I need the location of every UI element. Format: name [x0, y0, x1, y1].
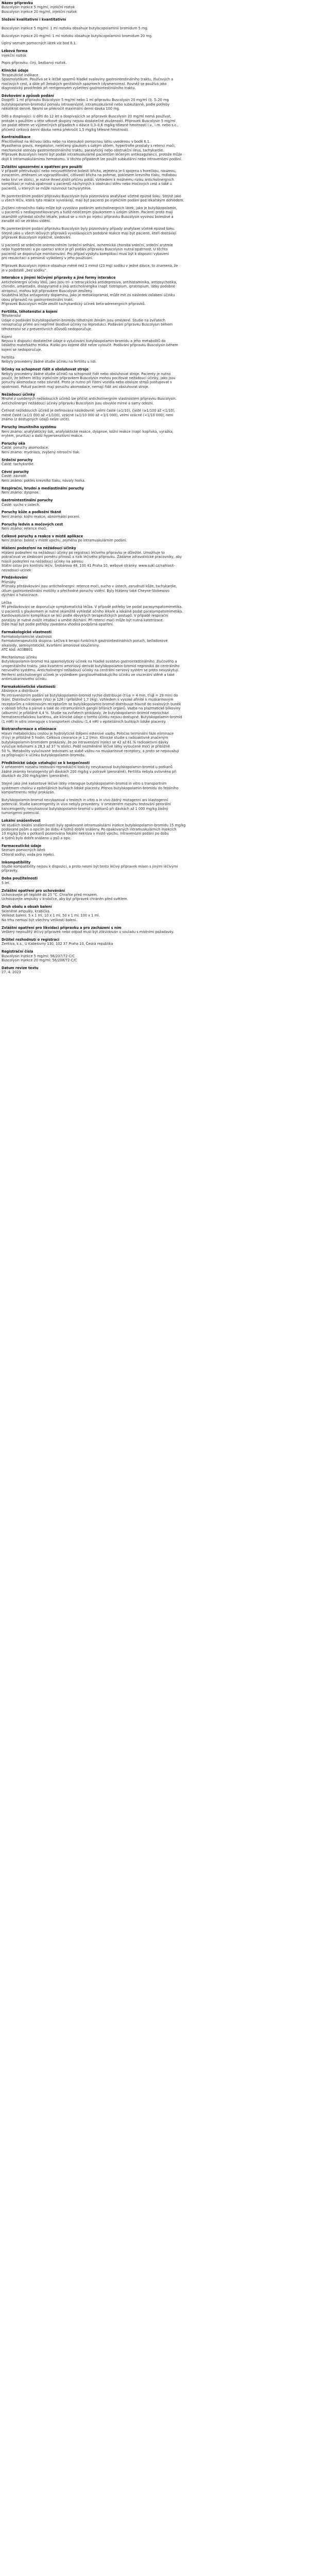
text-line: antimuskarinového účinku. [2, 677, 48, 682]
section-block [2, 534, 304, 543]
text-line: Časté: poruchy akomodace. [2, 446, 49, 450]
text-line: kojení se nedoporučuje. [2, 347, 42, 352]
text-line: Časté: tachykardie. [2, 462, 35, 467]
text-line: nebo krví ve stolici, je nutné ihned zjistit příčinu potíží. Vzhledem k možnému riziku anticholinergních [2, 177, 174, 182]
section-block [2, 844, 304, 857]
text-line: Absorpce a distribuce [2, 689, 39, 693]
text-line: Myasthenia gravis, megakolon, neléčený glaukom s úzkým úhlem, hypertrofie prostaty s retencí moči, [2, 144, 176, 148]
section-heading: Hlášení podezření na nežádoucí účinky [2, 546, 76, 551]
text-line: Zvýšení nitroočního tlaku může být vyvoláno podáním anticholinergních látek, jako je butylskopolamin, [2, 206, 177, 210]
text-line: Dále mají být podle potřeby zavedena vhodná podpůrná opatření. [2, 622, 114, 627]
section-block [2, 94, 304, 111]
text-line: Četnost nežádoucích účinků je definována následovně: velmi časté (≥1/10), časté (≥1/100 až <1/10), [2, 409, 176, 413]
section-block [2, 425, 304, 438]
section-block [2, 41, 304, 45]
section-block [2, 34, 304, 38]
text-line: nenaznačují přímé ani nepřímé škodlivé účinky na reprodukci. Podávání přípravku Buscolysin během [2, 323, 173, 327]
text-line: pacientů, u kterých se může rozvinout tachyarytmie. [2, 186, 92, 191]
text-line: je v podstatě „bez sodíku“. [2, 268, 48, 273]
section-heading: Celkové poruchy a reakce v místě aplikace [2, 534, 83, 538]
text-line: Není známo: anafylaktický šok, anafylaktické reakce, dyspnoe, kožní reakce (např. kopřivka, vyrážka, [2, 429, 174, 434]
text-line: Nejsou k dispozici dostatečné údaje o vylučování butylskopolamin-bromidu a jeho metabolitů do [2, 339, 166, 344]
text-line: Státní ústav pro kontrolu léčiv, Šrobárova 48, 100 41 Praha 10, webové stránky: www.sukl.cz/nahlasit- [2, 564, 175, 568]
text-line: Nebyly provedeny žádné studie účinků na schopnost řídit nebo obsluhovat stroje. Pacienty je nutno [2, 371, 171, 376]
section-block [2, 727, 304, 757]
text-line: Studie kompatibility nejsou k dispozici, a proto nesmí být tento léčivý přípravek mísen s jinými léčivými [2, 864, 178, 869]
text-line: nebo hypertenze) a po operaci srdce je při podání přípravku Buscolysin nutná opatrnost. U těchto [2, 247, 168, 252]
text-line: několikrát denně. Nesmí se překročit maximální denní dávka 100 mg. [2, 107, 120, 111]
text-line: Veškerý nepoužitý léčivý přípravek nebo odpad musí být zlikvidován v souladu s místními požadavky. [2, 929, 174, 934]
section-block [2, 546, 304, 572]
section-heading: Datum revize textu [2, 965, 39, 970]
text-line: Léčba [2, 601, 12, 605]
text-line: Při předávkování se doporučuje symptomatická léčba. V případě potřeby lze podat parasympatomimetika. [2, 605, 183, 609]
text-line: Uchovávejte při teplotě do 25 °C. Chraňte před mrazem. [2, 893, 98, 897]
text-line: zvracením, změnami ve vyprazdňování, citlivostí břicha na pohmat, poklesem krevního tlaku, mdlobou [2, 173, 177, 178]
section-heading: Fertilita, těhotenství a kojení [2, 309, 58, 314]
section-heading: Účinky na schopnost řídit a obsluhovat stroje [2, 367, 89, 372]
text-line: komplikací je nutná opatrnost u pacientů náchylných k obstrukci střev nebo močových cest a také u [2, 182, 172, 187]
text-line: Ve studiích lokální snášenlivosti byly opakované intramuskulární injekce butylskopolamin-bromidu 15 mg/kg [2, 823, 186, 827]
document-body [0, 0, 309, 975]
text-line: Příznaky předávkování jsou anticholinergní: retence moči, sucho v ústech, zarudnutí kůže, tachykardie, [2, 584, 177, 589]
text-line: Buscolysin Injekce 5 mg/ml: 1 ml roztoku obsahuje butylscopolaminii bromidum 5 mg. [2, 26, 148, 30]
section-heading: Inkompatibility [2, 860, 31, 865]
text-line: Injekční roztok [2, 53, 27, 58]
section-heading: Zvláštní opatření pro uchovávání [2, 888, 65, 893]
text-line: kompartmentu nebyl prokázán. [2, 790, 55, 795]
section-block [2, 243, 304, 261]
text-line: alkaloidy, semisyntetické, kvartérní amoniové sloučeniny. [2, 643, 100, 648]
text-line: Není známo: dyspnoe. [2, 490, 40, 495]
text-line: pro resuscitaci a personál vyškolený v jeho používání. [2, 256, 93, 261]
text-line: okamžitě vyhledat očního lékaře, pokud se u nich po injekci přípravku Buscolysin vyvinou bolestivé a [2, 214, 174, 219]
section-block [2, 458, 304, 467]
text-line: tumorigenní potenciál. [2, 811, 40, 816]
text-line: u všech léčiv, která tyto reakce vyvolávají, mají být pacienti po injekčním podání pod lékařským dohledem. [2, 198, 184, 203]
text-line: 10 mg/kg byla u potkanů pozorována fokální nekróza v místě vpichu. Intravenózní podání po dobu [2, 832, 169, 836]
text-line: erytém, pruritus) a další hypersenzitivní reakce. [2, 434, 83, 438]
section-block [2, 685, 304, 724]
section-heading: Nežádoucí účinky [2, 392, 35, 397]
text-line: mechanické stenózy gastrointestinálního traktu, paralytický nebo obstrukční ileus, tachykardie. [2, 148, 164, 152]
section-block [2, 264, 304, 273]
section-block [2, 950, 304, 962]
section-heading: Léková forma [2, 49, 28, 54]
text-line: přípravek Buscolysin injekčně, sledováni. [2, 235, 72, 240]
text-line: močových cest, a dále při ženských genitálních spazmech (dysmenorea). Rovněž se používá jako [2, 81, 167, 86]
text-line: (t½γ) je přibližně 5 hodin. Celková clearance je 1,2 l/min. Klinické studie s radioaktivně značeným [2, 736, 168, 740]
text-line: obou přípravků na gastrointestinální trakt. [2, 297, 74, 302]
text-line: protože s použitím u této věkové skupiny nejsou dostatečné zkušenosti. Přípravek Buscolysin 5 mg/ml [2, 118, 176, 123]
text-line: známo (z dostupných údajů nelze určit). [2, 417, 70, 422]
section-block [2, 630, 304, 652]
text-line: tkání. Distribuční objem (Vss) je 128 l (přibližně 1,7 l/kg). Vzhledem k vysoké afinitě k muskarinovým [2, 698, 174, 702]
text-line: systémem cholinu v epiteliálních buňkách lidské placenty. Přenos butylskopolamin-bromidu do fetálního [2, 786, 179, 790]
text-line: (albumin) je přibližně 4,4 %. Studie na zvířatech prokázaly, že butylskopolamin-bromid neprochází [2, 710, 169, 715]
text-line: paralýzy je nutné zvážit intubaci a umělé dýchání. Při retenci moči může být nutná katetrizace. [2, 618, 164, 622]
text-line: dojít k intramuskulárnímu hematomu. V těchto případech lze použít subkutánní nebo intravenózní podání. [2, 157, 182, 161]
text-line: Buscolysin Injekce 5 mg/ml, injekční roztok [2, 5, 75, 10]
text-line: Přípravek Buscolysin může zesílit tachykardický účinek beta-adrenergních přípravků. [2, 302, 146, 307]
text-line: Buscolysin Injekce 20 mg/ml: 56/208/72-C/C [2, 958, 77, 962]
text-line: Na trhu nemusí být všechny velikosti balení. [2, 918, 77, 922]
text-line: U pacientů se srdečním onemocněním (srdeční selhání, ischemická choroba srdeční, srdeční arytmie [2, 243, 173, 247]
text-line: Mechanismus účinku [2, 655, 37, 659]
text-line: Přípravek Buscolysin injekce obsahuje méně než 1 mmol (23 mg) sodíku v jedné dávce, to znamená, že [2, 264, 178, 268]
section-block [2, 905, 304, 922]
text-line: Spasmolytikum. Používá se k léčbě spazmů hladké svaloviny gastrointestinálního traktu, žlučových a [2, 77, 174, 82]
section-block [2, 335, 304, 352]
text-line: Příznaky [2, 580, 16, 584]
text-line: méně časté (≥1/1 000 až <1/100), vzácné (≥1/10 000 až <1/1 000), velmi vzácné (<1/10 000), není [2, 413, 174, 417]
text-line: potenciál. Studie kancerogenity in vivo nebyly provedeny. V omezeném rozsahu testování perorální [2, 802, 171, 807]
text-line: přípravky. [2, 869, 19, 873]
text-line: ATC kód: A03BB01 [2, 647, 33, 652]
text-line: přičemž celková denní dávka nemá překročit 1,5 mg/kg tělesné hmotnosti. [2, 127, 129, 132]
section-block [2, 355, 304, 364]
section-heading: Klinické údaje [2, 69, 29, 73]
section-heading: Cévní poruchy [2, 470, 29, 474]
text-line: Fertilita [2, 355, 14, 360]
section-block [2, 926, 304, 935]
text-line: u pacientů s nediagnostikovaným a tudíž neléčeným glaukomem s úzkým úhlem. Pacienti proto mají [2, 210, 173, 215]
section-block [2, 49, 304, 58]
text-line: Kardiovaskulární komplikace se léčí podle obvyklých terapeutických postupů. V případě respirační [2, 614, 168, 618]
text-line [2, 22, 304, 26]
text-line: Terapeutické indikace [2, 73, 39, 77]
text-line: Popis přípravku: čirý, bezbarvý roztok. [2, 61, 67, 65]
section-block [2, 367, 304, 389]
section-heading: Respirační, hrudní a mediastinální poruchy [2, 486, 84, 490]
text-line: za přispívající k účinku butylskopolamin-bromidu. [2, 753, 85, 758]
text-line: Není známo: mydriáza, zvýšený nitrooční tlak. [2, 450, 80, 454]
text-line: v oblasti břicha a pánve a také do intramurálních ganglií břišních orgánů. Vazba na plazmatické bílkoviny [2, 706, 181, 711]
section-block [2, 69, 304, 90]
section-block [2, 114, 304, 132]
text-line: Těhotenství [2, 314, 21, 318]
section-block [2, 761, 304, 778]
section-block [2, 227, 304, 240]
text-line: Chlorid sodný, voda pro injekci. [2, 852, 55, 857]
section-heading: Gastrointestinální poruchy [2, 498, 53, 503]
text-line: Údaje o podávání butylskopolamin-bromidu těhotným ženám jsou omezené. Studie na zvířatech [2, 318, 165, 323]
text-line: Dospělí: 1 ml přípravku Buscolysin 5 mg/ml nebo 1 ml přípravku Buscolysin 20 mg/ml (tj. 5–20 mg [2, 98, 169, 103]
text-line: těhotenství se z preventivních důvodů nedoporučuje. [2, 327, 92, 331]
section-heading: Kontraindikace [2, 135, 31, 140]
section-block [2, 819, 304, 840]
section-block [2, 61, 304, 65]
text-line: Není známo: kožní reakce, abnormální pocení. [2, 514, 80, 519]
section-block [2, 522, 304, 531]
text-line: Po intravenózním podání se butylskopolamin-bromid rychle distribuuje (t½α = 4 min, t½β = 29 min) do [2, 693, 178, 698]
section-block [2, 889, 304, 902]
text-line: atropinu), mohou být přípravkem Buscolysin zesíleny. [2, 289, 93, 293]
section-block [2, 393, 304, 405]
section-heading: Registrační čísla [2, 950, 33, 954]
text-line: Stejně jako u všech léčivých přípravků vyvolávajících podobné reakce mají být pacienti, kteří dostávají [2, 231, 176, 235]
text-line: podávané psům a opicím po dobu 4 týdnů dobře snášeny. Po opakovaných intramuskulárních injekcích [2, 827, 177, 832]
text-line: receptorům a nikotinovým receptorům se butylskopolamin-bromid distribuuje hlavně do svalových buněk [2, 702, 181, 706]
text-line: Časté: závratě. [2, 474, 27, 479]
section-heading: Poruchy oka [2, 441, 25, 446]
section-heading: Lokální snášenlivost [2, 819, 41, 823]
text-line: 4 týdnů bylo dobře snášeno u psů a opic. [2, 836, 72, 840]
text-line: Stejně jako jiné kationtové léčivé látky interaguje butylskopolamin-bromid in vitro s transportním [2, 782, 167, 786]
section-heading: Název přípravku [2, 1, 33, 5]
text-line: Anticholinergní nežádoucí účinky přípravku Buscolysin jsou obvykle mírné a samy odezní. [2, 401, 154, 405]
section-block [2, 798, 304, 816]
section-block [2, 601, 304, 627]
section-block [2, 860, 304, 873]
text-line: Periferní anticholinergní účinek je výsledkem gangliovéhoblokujícího účinku ve viscerální stěně a také [2, 672, 175, 677]
text-line: Po parenterálním podání přípravku Buscolysin byla pozorována anafylaxe včetně epizod šoku. Stejně jako [2, 194, 181, 198]
section-block [2, 938, 304, 946]
section-block [2, 498, 304, 507]
text-line: Děti a dospívající: U dětí do 12 let a dospívajících se přípravek Buscolysin 20 mg/ml nemá používat, [2, 114, 171, 119]
section-heading: Zvláštní upozornění a opatření pro použití [2, 164, 82, 169]
text-line: útlum gastrointestinální motility a přechodné poruchy vidění. Byly hlášeny také Cheyne-Stokesovo [2, 588, 169, 593]
text-line: opatrností. Pokud pacienti mají poruchu akomodace, nemají řídit ani obsluhovat stroje. [2, 384, 149, 389]
section-block [2, 782, 304, 794]
text-line: žádné známky teratogenity při dávkách 200 mg/kg v potravě (perorálně). Fertilita nebyla ovlivněna při [2, 769, 177, 774]
text-line: (1 mM) in vitro interaguje s transportem cholinu (1,4 nM) v epiteliálních buňkách lidské placenty. [2, 719, 166, 724]
text-line: Hlášení podezření na nežádoucí účinky po registraci léčivého přípravku je důležité. Umožňuje to [2, 550, 165, 555]
section-block [2, 655, 304, 682]
text-line: pacientů se doporučuje monitorování. Pro případ výskytu komplikací musí být k dispozici vybavení [2, 251, 169, 256]
text-line: Skleněné ampulky, krabička. [2, 909, 50, 913]
text-line: V případě přetrvávající nebo nevysvětlitelné bolesti břicha, zejména je-li spojena s horečkou, nauzeou, [2, 168, 177, 173]
text-line: Anticholinergní účinky léků, jako jsou tri- a tetracyklická antidepresiva, antihistaminika, antipsychotika, [2, 280, 177, 284]
text-line: diagnostický prostředek při rentgenovém vyšetření gastrointestinálního traktu. [2, 86, 136, 91]
section-block [2, 470, 304, 483]
section-heading: Zvláštní opatření pro likvidaci přípravku a pro zacházení s ním [2, 925, 122, 930]
text-line: pokračovat ve sledování poměru přínosů a rizik léčivého přípravku. Žádáme zdravotnické pracovníky, aby [2, 555, 182, 560]
text-line: Úplný seznam pomocných látek viz bod 6.1. [2, 41, 77, 46]
section-heading: Poruchy imunitního systému [2, 425, 57, 430]
text-line: Seznam pomocných látek [2, 848, 46, 853]
text-line: Mnohé z uvedených nežádoucích účinků lze přičíst anticholinergním vlastnostem přípravku Buscolysin. [2, 397, 177, 401]
section-block [2, 310, 304, 331]
text-line: Buscolysin Injekce 5 mg/ml: 56/207/72-C/C [2, 954, 75, 958]
section-block [2, 876, 304, 885]
text-line: Není známo: retence moči. [2, 527, 47, 531]
section-block [2, 486, 304, 495]
section-heading: Složení kvalitativní i kvantitativní [2, 17, 66, 22]
section-block [2, 135, 304, 161]
text-line: 5 let. [2, 880, 10, 885]
text-line: Přípravek Buscolysin nesmí být podán intramuskulárně pacientům léčeným antikoagulancii, protože může [2, 152, 182, 157]
text-line: vylučuje ledvinami a 28,3 až 37 % stolicí. Podíl nezměněné léčivé látky vyloučené močí je přibližně [2, 744, 170, 749]
section-heading: Farmakologické vlastnosti [2, 630, 52, 635]
section-heading: Farmaceutické údaje [2, 843, 42, 848]
section-block [2, 510, 304, 519]
text-line: zarudlé oči se ztrátou vidění. [2, 219, 51, 224]
section-block [2, 409, 304, 421]
text-line: butylskopolamin-bromidem prokázaly, že po intravenózní injekci se 42 až 61 % radioaktivní dávky [2, 740, 168, 744]
section-block [2, 276, 304, 306]
section-block [2, 1, 304, 14]
text-line: Časté: sucho v ústech. [2, 502, 40, 507]
text-line: Buscolysin Injekce 20 mg/ml: 1 ml roztoku obsahuje butylscopolaminii bromidum 20 mg. [2, 33, 153, 38]
text-line: Po parenterálním podání přípravku Buscolysin byly pozorovány případy anafylaxe včetně epizod šoku. [2, 227, 176, 231]
section-block [2, 165, 304, 191]
text-line: hematoencefalickou bariérou, ale klinické údaje o tomto účinku nejsou dostupné. Butylskopolamin-bromid [2, 715, 182, 720]
text-line: Souběžná léčba antagonisty dopaminu, jako je metoklopramid, může mít za následek oslabení účinku [2, 293, 175, 298]
text-line: Farmakoterapeutická skupina: Léčiva k terapii funkčních gastrointestinálních poruch, belladonové [2, 639, 168, 643]
text-line: Uchovávejte ampulky v krabičce, aby byl přípravek chráněn před světlem. [2, 897, 128, 902]
section-heading: Poruchy kůže a podkožní tkáně [2, 510, 61, 515]
text-line: poučit, že během léčby injekčním přípravkem Buscolysin mohou pociťovat nežádoucí účinky, jako jsou [2, 376, 176, 380]
text-line: 27. 4. 2023 [2, 970, 21, 975]
text-line: Farmakodynamické vlastnosti [2, 634, 52, 639]
text-line: chinidin, amantadin, disopyramid a jiná anticholinergika (např. tiotropium, ipratropium, látky podobné [2, 284, 175, 289]
text-line: V omezeném rozsahu testování reprodukční toxicity nevykazoval butylskopolamin-bromid u potkanů [2, 765, 173, 770]
section-heading: Poruchy ledvin a močových cest [2, 522, 63, 527]
text-line: Butylskopolamin-bromid nevykazoval v testech in vitro a in vivo žádný mutagenní ani klastogenní [2, 798, 168, 802]
section-heading: Předávkování [2, 575, 28, 580]
section-block [2, 442, 304, 454]
text-line: Zentiva, k.s., U Kabelovny 130, 102 37 Praha 10, Česká republika [2, 942, 113, 946]
text-line: kancerogenity nevykazoval butylskopolamin-bromid u potkanů při dávkách až 1 000 mg/kg žádný [2, 806, 168, 811]
section-block [2, 194, 304, 203]
text-line: U pacientů s glaukomem je nutné okamžitě vyhledat očního lékaře a lokálně podat parasympatomimetika. [2, 609, 183, 614]
section-block [2, 575, 304, 597]
section-heading: Srdeční poruchy [2, 457, 33, 462]
section-block [2, 18, 304, 30]
text-line: Přecitlivělost na léčivou látku nebo na kteroukoli pomocnou látku uvedenou v bodě 6.1. [2, 139, 150, 144]
section-heading: Držitel rozhodnutí o registraci [2, 937, 60, 942]
text-line: 50 %. Metabolity vylučované ledvinami se slabě vážou na muskarinové receptory, a proto se nepovažují [2, 749, 179, 753]
text-line: urogenitálního traktu. Jako kvartérní amoniový derivát butylskopolamin-bromid neproniká do centrálního [2, 664, 180, 668]
section-heading: Dávkování a způsob podání [2, 93, 54, 98]
section-heading: Interakce s jinými léčivými přípravky a jiné formy interakce [2, 276, 116, 280]
section-heading: Doba použitelnosti [2, 876, 38, 881]
section-block [2, 206, 304, 224]
text-line: Butylskopolamin-bromid má spasmolytický účinek na hladké svalstvo gastrointestinálního, žlučového a [2, 659, 177, 664]
section-heading: Biotransformace a eliminace [2, 727, 57, 732]
text-line: Není známo: pokles krevního tlaku, návaly horka. [2, 478, 85, 483]
text-line: Kojení [2, 334, 12, 339]
text-line: Není známo: bolest v místě vpichu, zejména po intramuskulárním podání. [2, 538, 127, 543]
text-line: Hlavní metabolickou cestou je hydrolytické štěpení esterové vazby. Poločas terminální fáze eliminace [2, 731, 174, 736]
text-line: butylskopolamin-bromidu) pomalu intravenózně, intramuskulárně nebo subkutánně, podle potřeby [2, 102, 170, 107]
text-line: poruchy akomodace nebo závratě. Proto je nutno při řízení vozidla nebo obsluze strojů postupovat s [2, 380, 172, 385]
text-line: Buscolysin Injekce 20 mg/ml, injekční roztok [2, 9, 77, 14]
text-line: nervového systému. Anticholinergní nežádoucí účinky na centrální nervový systém se proto nevyskytují. [2, 668, 179, 673]
section-block [2, 966, 304, 975]
text-line: lidského mateřského mléka. Riziko pro kojené dítě nelze vyloučit. Podávání přípravku Buscolysin během [2, 343, 178, 348]
section-heading: Druh obalu a obsah balení [2, 905, 52, 909]
section-heading: Předklinické údaje vztahující se k bezpečnosti [2, 760, 90, 765]
text-line: hlásili podezření na nežádoucí účinky na adresu: [2, 559, 84, 564]
text-line: Velikost balení: 5 x 1 ml, 10 x 1 ml, 50 x 1 ml, 100 x 1 ml. [2, 913, 100, 918]
text-line: Nebyly provedeny žádné studie účinku na fertilitu u lidí. [2, 360, 97, 364]
text-line: lze podat dětem ve výjimečných případech v dávce 0,3–0,6 mg/kg tělesné hmotnosti i.v., i.m. nebo s.c., [2, 123, 179, 128]
text-line: dávkách do 200 mg/kg/den (perorálně). [2, 774, 70, 778]
section-heading: Farmakokinetické vlastnosti [2, 684, 56, 689]
text-line: dýchání a halucinace. [2, 593, 39, 598]
text-line: nezadouci-ucinek [2, 568, 31, 572]
